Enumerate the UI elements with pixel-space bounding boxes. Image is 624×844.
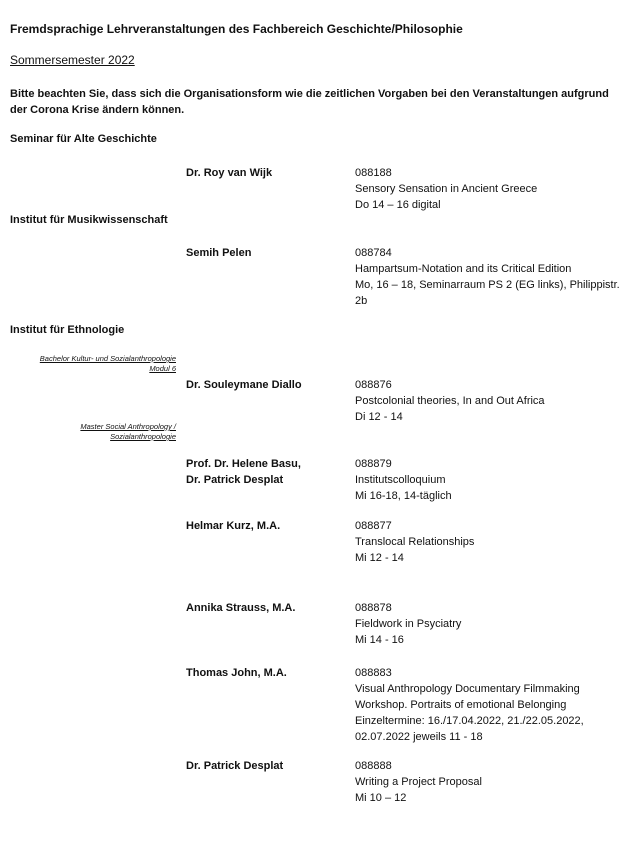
course-title: Writing a Project Proposal [355, 776, 482, 788]
course-number: 088876 [355, 379, 392, 391]
course-time: Mi 16-18, 14-täglich [355, 490, 452, 502]
section-heading-alte-geschichte: Seminar für Alte Geschichte [10, 133, 157, 145]
course-lecturer: Thomas John, M.A. [186, 667, 287, 679]
course-entry [355, 758, 482, 806]
course-lecturer: Dr. Patrick Desplat [186, 760, 284, 772]
course-lecturer-line2: Dr. Patrick Desplat [186, 474, 284, 486]
course-lecturer-line1: Prof. Dr. Helene Basu, [186, 458, 301, 470]
page-title: Fremdsprachige Lehrveranstaltungen des Fachbereich Geschichte/Philosophie [10, 22, 463, 36]
course-title: Translocal Relationships [355, 536, 475, 548]
course-time: Mi 14 - 16 [355, 634, 404, 646]
course-number: 088883 [355, 667, 392, 679]
course-entry [355, 165, 537, 213]
program-label-master-line2: Sozialanthropologie [110, 432, 176, 441]
course-time: Mo, 16 – 18, Seminarraum PS 2 (EG links), Philippistr. 2b [355, 279, 620, 307]
course-title: Postcolonial theories, In and Out Africa [355, 395, 545, 407]
program-label-master-line1: Master Social Anthropology / [80, 422, 176, 431]
section-heading-ethnologie: Institut für Ethnologie [10, 324, 125, 336]
course-number: 088888 [355, 760, 392, 772]
course-number: 088878 [355, 602, 392, 614]
course-title: Sensory Sensation in Ancient Greece [355, 183, 538, 195]
course-time: Einzeltermine: 16./17.04.2022, 21./22.05.2022, 02.07.2022 jeweils 11 - 18 [355, 715, 584, 743]
course-title: Fieldwork in Psyciatry [355, 618, 462, 630]
course-entry [355, 245, 623, 309]
course-entry [355, 665, 623, 745]
course-number: 088784 [355, 247, 392, 259]
course-time: Mi 10 – 12 [355, 792, 407, 804]
section-heading-musikwissenschaft: Institut für Musikwissenschaft [10, 214, 168, 226]
course-entry [355, 518, 474, 566]
course-title: Visual Anthropology Documentary Filmmaking Workshop. Portraits of emotional Belonging [355, 683, 580, 711]
course-number: 088879 [355, 458, 392, 470]
program-label-bachelor [6, 354, 176, 374]
course-entry [355, 377, 545, 425]
course-lecturer: Dr. Roy van Wijk [186, 167, 273, 179]
course-time: Mi 12 - 14 [355, 552, 404, 564]
course-entry [355, 600, 461, 648]
course-lecturer: Helmar Kurz, M.A. [186, 520, 281, 532]
program-label-master [6, 422, 176, 442]
course-lecturer: Dr. Souleymane Diallo [186, 379, 302, 391]
course-title: Hampartsum-Notation and its Critical Edition [355, 263, 572, 275]
course-lecturer: Semih Pelen [186, 247, 252, 259]
course-title: Institutscolloquium [355, 474, 446, 486]
program-label-bachelor-line1: Bachelor Kultur- und Sozialanthropologie [39, 354, 176, 363]
course-lecturer [186, 456, 301, 488]
course-time: Di 12 - 14 [355, 411, 403, 423]
course-number: 088188 [355, 167, 392, 179]
course-lecturer: Annika Strauss, M.A. [186, 602, 296, 614]
course-number: 088877 [355, 520, 392, 532]
course-time: Do 14 – 16 digital [355, 199, 441, 211]
semester-label: Sommersemester 2022 [10, 53, 135, 67]
corona-notice: Bitte beachten Sie, dass sich die Organisationsform wie die zeitlichen Vorgaben bei den Veranstaltungen aufgrund der Corona Krise ändern können. [10, 88, 609, 116]
program-label-bachelor-line2: Modul 6 [149, 364, 176, 373]
course-entry [355, 456, 452, 504]
